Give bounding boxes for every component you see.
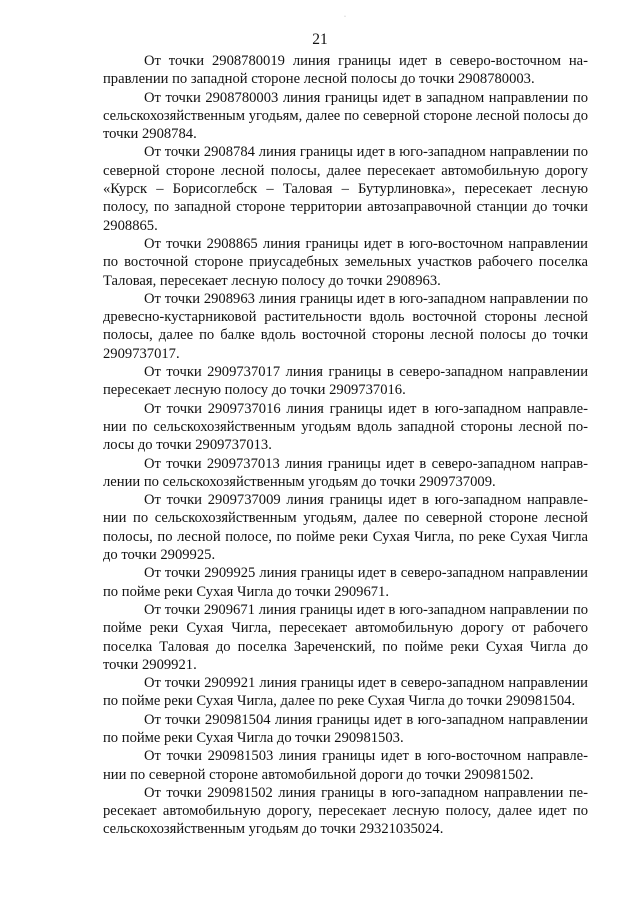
paragraph: От точки 2909737017 линия границы в северо-западном направлении пересекает лесную полосу до точки 2909737016. xyxy=(103,364,588,399)
page-number: 21 xyxy=(312,31,328,48)
paragraph: От точки 2909925 линия границы идет в северо-западном направлении по пойме реки Сухая Чигла до точки 2909671. xyxy=(103,565,588,600)
paragraph: От точки 2909737016 линия границы идет в юго-западном направлении по сельскохозяйственным угодьям вдоль западной стороны лесной полосы до точки 2909737013. xyxy=(103,400,588,454)
paragraph: От точки 2908865 линия границы идет в юго-восточном направлении по восточной стороне приусадебных земельных участков рабочего поселка Таловая, пересекает лесную полосу до точки 2908963. xyxy=(103,235,588,289)
scan-mark: · xyxy=(344,14,346,20)
paragraph: От точки 290981503 линия границы идет в юго-восточном направлении по северной стороне автомобильной дороги до точки 290981502. xyxy=(103,748,588,783)
paragraph: От точки 2909671 линия границы идет в юго-западном направлении по пойме реки Сухая Чигла, пересекает автомобильную дорогу от рабочего поселка Таловая до поселка Зареченский, по пойме реки Сухая Чигла до точки 2909921. xyxy=(103,601,588,673)
paragraph: От точки 290981502 линия границы в юго-западном направлении пересекает автомобильную дорогу, пересекает лесную полосу, далее идет по сельскохозяйственным угодьям до точки 29321035024. xyxy=(103,784,588,838)
document-body xyxy=(103,52,588,839)
paragraph: От точки 290981504 линия границы идет в юго-западном направлении по пойме реки Сухая Чигла до точки 290981503. xyxy=(103,711,588,746)
paragraph: От точки 2908963 линия границы идет в юго-западном направлении по древесно-кустарниковой растительности вдоль восточной стороны лесной полосы, далее по балке вдоль восточной стороны лесной полосы до точки 2909737017. xyxy=(103,290,588,362)
paragraph: От точки 2909921 линия границы идет в северо-западном направлении по пойме реки Сухая Чигла, далее по реке Сухая Чигла до точки 290981504. xyxy=(103,675,588,710)
paragraph: От точки 2908780019 линия границы идет в северо-восточном направлении по западной стороне лесной полосы до точки 2908780003. xyxy=(103,53,588,88)
paragraph: От точки 2908780003 линия границы идет в западном направлении по сельскохозяйственным угодьям, далее по северной стороне лесной полосы до точки 2908784. xyxy=(103,89,588,143)
paragraph: От точки 2909737013 линия границы идет в северо-западном направлении по сельскохозяйственным угодьям до точки 2909737009. xyxy=(103,455,588,490)
paragraph: От точки 2908784 линия границы идет в юго-западном направлении по северной стороне лесной полосы, далее пересекает автомобильную дорогу «Курск – Борисоглебск – Таловая – Бутурлиновка», пересекает лесную полосу, по западной стороне территории автозаправочной станции до точки 2908865. xyxy=(103,144,588,234)
paragraph: От точки 2909737009 линия границы идет в юго-западном направлении по сельскохозяйственным угодьям, далее по северной стороне лесной полосы, по лесной полосе, по пойме реки Сухая Чигла, по реке Сухая Чигла до точки 2909925. xyxy=(103,492,588,564)
